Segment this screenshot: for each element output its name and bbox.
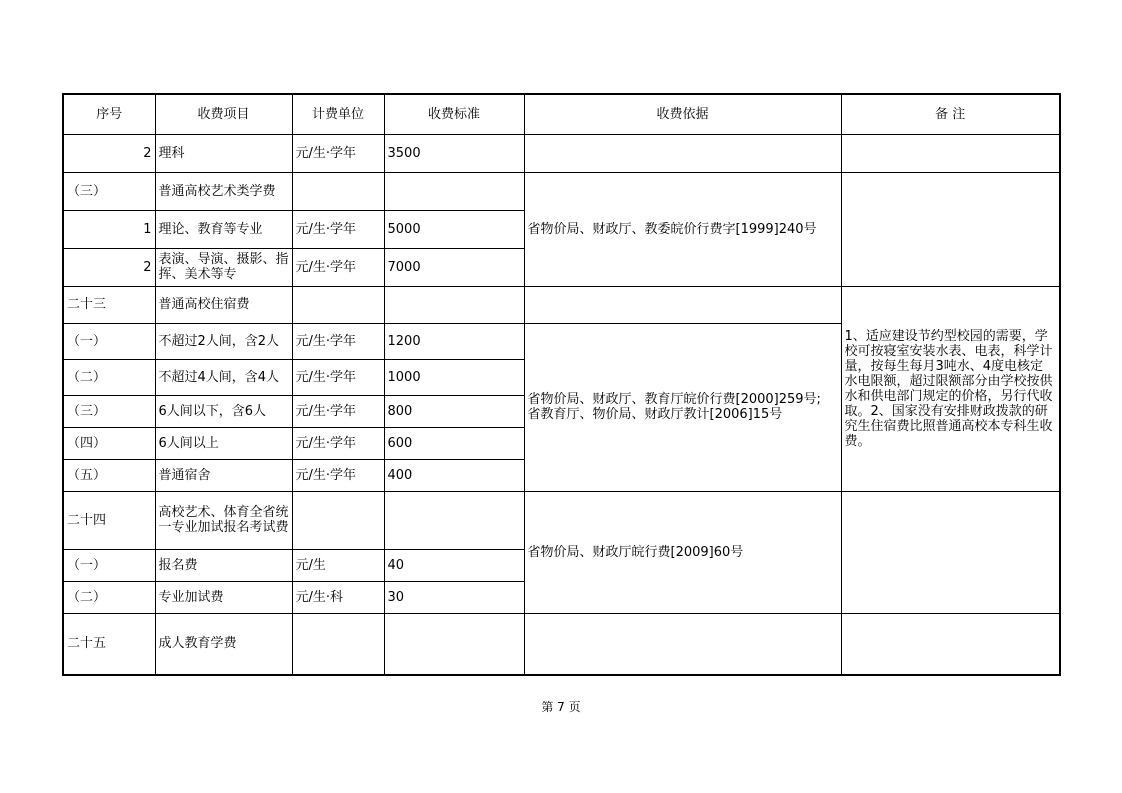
- row-seq: 2: [63, 248, 155, 286]
- row-standard: [384, 613, 524, 675]
- header-basis: 收费依据: [524, 94, 841, 134]
- row-item: 成人教育学费: [155, 613, 292, 675]
- row-standard: [384, 491, 524, 549]
- row-unit: [292, 172, 384, 210]
- row-unit: 元/生·学年: [292, 359, 384, 395]
- basis-dorm-line1: 省物价局、财政厅、教育厅皖价行费[2000]259号;: [527, 392, 821, 407]
- remark-art: [841, 172, 1060, 286]
- row-remark: [841, 134, 1060, 172]
- row-item: 理科: [155, 134, 292, 172]
- row-seq: 2: [63, 134, 155, 172]
- row-basis: [524, 134, 841, 172]
- row-unit: 元/生·学年: [292, 134, 384, 172]
- row-standard: 1000: [384, 359, 524, 395]
- row-seq: （三）: [63, 172, 155, 210]
- row-item: 普通宿舍: [155, 459, 292, 491]
- table-row: [63, 613, 1060, 675]
- row-seq: 1: [63, 210, 155, 248]
- row-seq: 二十三: [63, 286, 155, 323]
- header-seq: 序号: [63, 94, 155, 134]
- header-standard: 收费标准: [384, 94, 524, 134]
- row-standard: 3500: [384, 134, 524, 172]
- row-item: 6人间以上: [155, 427, 292, 459]
- row-standard: [384, 286, 524, 323]
- row-unit: 元/生·学年: [292, 210, 384, 248]
- row-item: 普通高校艺术类学费: [155, 172, 292, 210]
- header-unit: 计费单位: [292, 94, 384, 134]
- row-seq: （二）: [63, 359, 155, 395]
- row-item: 普通高校住宿费: [155, 286, 292, 323]
- basis-art: 省物价局、财政厅、教委皖价行费字[1999]240号: [524, 172, 841, 286]
- row-unit: 元/生·学年: [292, 427, 384, 459]
- row-standard: 30: [384, 581, 524, 613]
- row-standard: 400: [384, 459, 524, 491]
- row-item: 报名费: [155, 549, 292, 581]
- header-row: [63, 94, 1060, 134]
- row-unit: 元/生·科: [292, 581, 384, 613]
- row-basis: [524, 286, 841, 323]
- row-item: 表演、导演、摄影、指挥、美术等专: [155, 248, 292, 286]
- row-unit: [292, 286, 384, 323]
- page-number: 第 7 页: [541, 700, 581, 714]
- row-item: 6人间以下，含6人: [155, 395, 292, 427]
- table-row: [63, 172, 1060, 210]
- table-row: [63, 134, 1060, 172]
- row-standard: 800: [384, 395, 524, 427]
- remark-dorm: 1、适应建设节约型校园的需要，学校可按寝室安装水表、电表，科学计量，按每生每月3吨水、4度电核定水电限额，超过限额部分由学校按供水和供电部门规定的价格，另行代收取。2、国家没有安排财政拨款的研究生住宿费比照普通高校本专科生收费。: [841, 286, 1060, 491]
- table-row: [63, 491, 1060, 549]
- remark-exam: [841, 491, 1060, 613]
- row-item: 高校艺术、体育全省统一专业加试报名考试费: [155, 491, 292, 549]
- basis-dorm-line2: 省教育厅、物价局、财政厅教计[2006]15号: [527, 407, 783, 422]
- row-unit: 元/生·学年: [292, 248, 384, 286]
- row-unit: 元/生·学年: [292, 323, 384, 359]
- row-seq: （三）: [63, 395, 155, 427]
- row-seq: （五）: [63, 459, 155, 491]
- row-unit: [292, 491, 384, 549]
- row-standard: 40: [384, 549, 524, 581]
- row-seq: （四）: [63, 427, 155, 459]
- row-seq: （一）: [63, 549, 155, 581]
- header-item: 收费项目: [155, 94, 292, 134]
- row-unit: [292, 613, 384, 675]
- row-seq: 二十五: [63, 613, 155, 675]
- row-unit: 元/生·学年: [292, 459, 384, 491]
- fee-table: [62, 93, 1061, 676]
- row-item: 理论、教育等专业: [155, 210, 292, 248]
- row-standard: 600: [384, 427, 524, 459]
- row-item: 专业加试费: [155, 581, 292, 613]
- basis-dorm: [524, 323, 841, 491]
- row-unit: 元/生: [292, 549, 384, 581]
- row-standard: 5000: [384, 210, 524, 248]
- row-standard: 7000: [384, 248, 524, 286]
- row-seq: （二）: [63, 581, 155, 613]
- row-seq: 二十四: [63, 491, 155, 549]
- table-row: [63, 286, 1060, 323]
- row-basis: [524, 613, 841, 675]
- row-standard: 1200: [384, 323, 524, 359]
- row-item: 不超过2人间，含2人: [155, 323, 292, 359]
- basis-exam: 省物价局、财政厅皖行费[2009]60号: [524, 491, 841, 613]
- row-standard: [384, 172, 524, 210]
- row-seq: （一）: [63, 323, 155, 359]
- row-remark: [841, 613, 1060, 675]
- row-item: 不超过4人间，含4人: [155, 359, 292, 395]
- header-remark: 备 注: [841, 94, 1060, 134]
- row-unit: 元/生·学年: [292, 395, 384, 427]
